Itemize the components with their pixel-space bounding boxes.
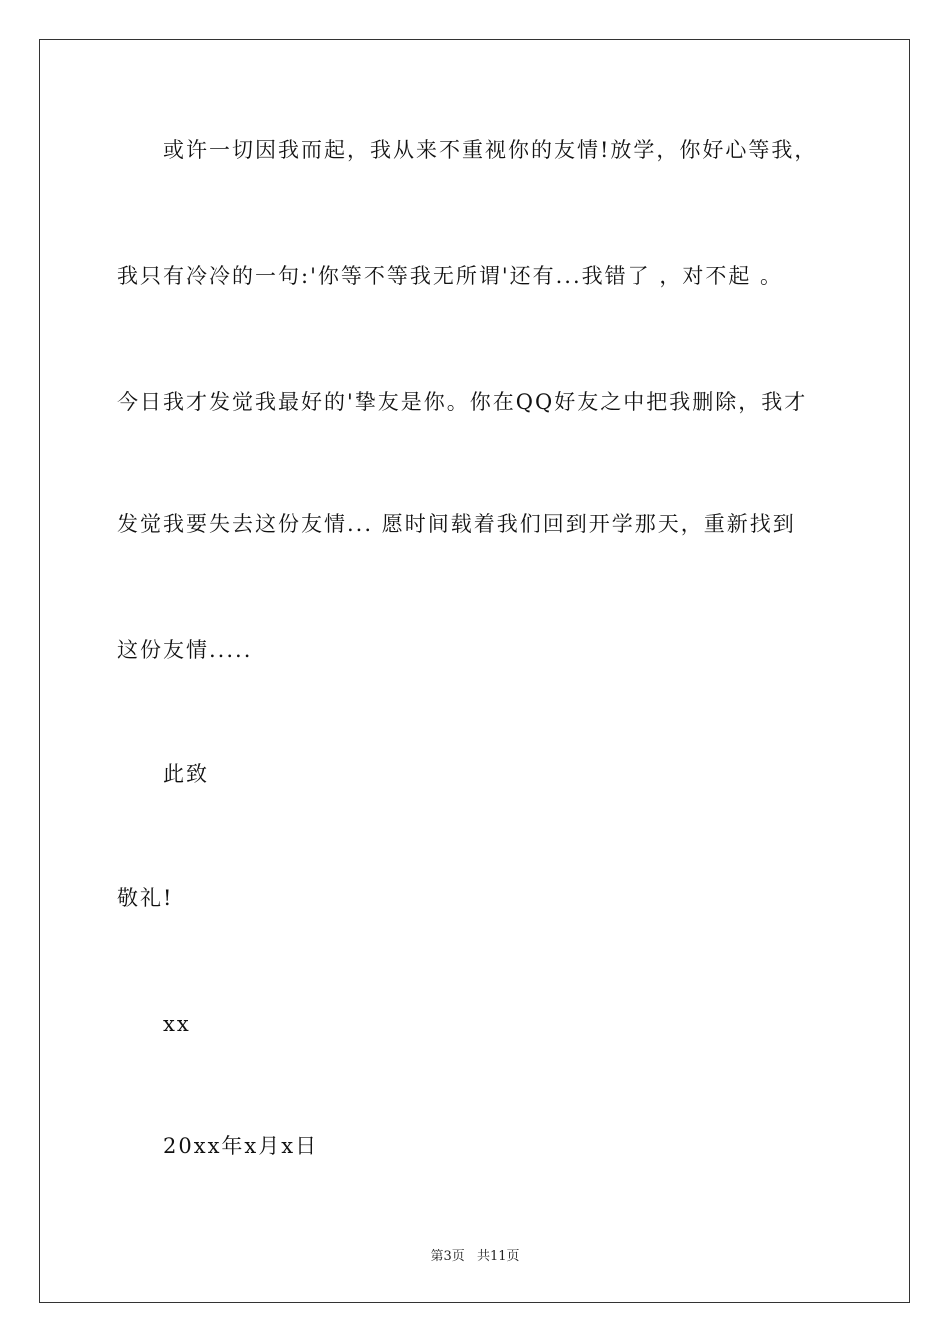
paragraph-line-5: 这份友情.....	[117, 638, 253, 662]
page-number: 第3页	[430, 1249, 465, 1264]
paragraph-line-1: 或许一切因我而起，我从来不重视你的友情!放学，你好心等我，	[163, 138, 818, 162]
salute-text: 敬礼!	[117, 886, 174, 910]
paragraph-line-3: 今日我才发觉我最好的'挚友是你。你在QQ好友之中把我删除，我才	[117, 390, 808, 414]
paragraph-line-4: 发觉我要失去这份友情... 愿时间载着我们回到开学那天，重新找到	[117, 512, 796, 536]
signature-text: xx	[163, 1012, 191, 1036]
page-frame	[39, 39, 910, 1303]
closing-text: 此致	[163, 762, 209, 786]
date-text: 20xx年x月x日	[163, 1134, 319, 1158]
page-total: 共11页	[476, 1249, 520, 1264]
page-footer	[0, 1248, 950, 1266]
paragraph-line-2: 我只有冷冷的一句:'你等不等我无所谓'还有...我错了 ，对不起 。	[117, 264, 783, 288]
